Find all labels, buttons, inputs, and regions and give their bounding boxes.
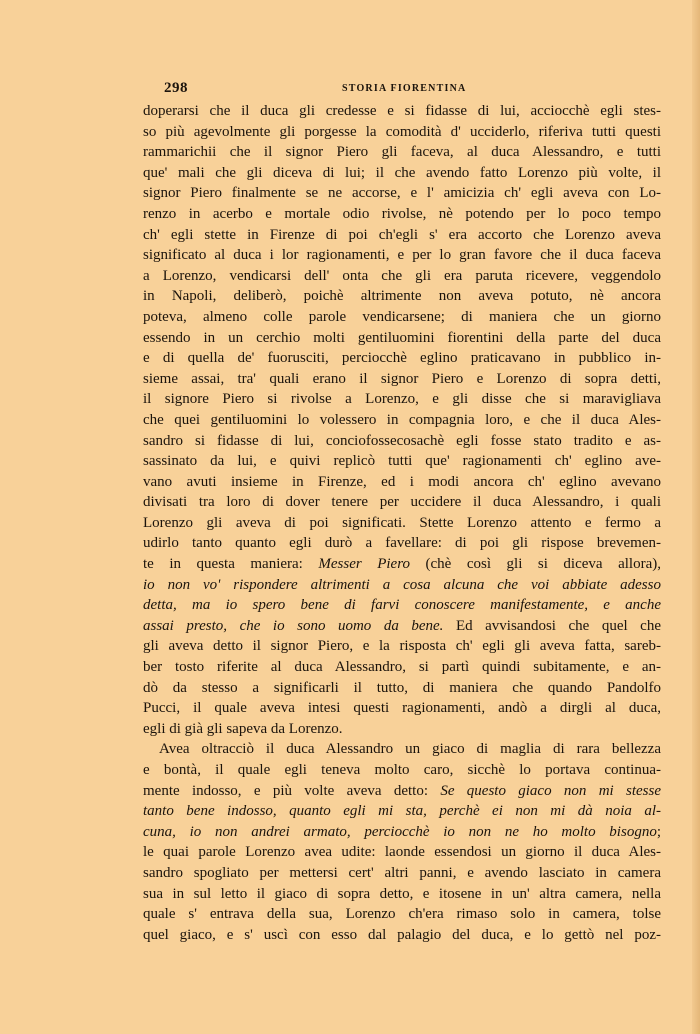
text-line: [143, 286, 661, 307]
text-line: [143, 595, 661, 616]
text-run: udirlo tanto quanto egli durò a favellare: di poi gli rispose brevemen-: [143, 535, 661, 552]
page-number: 298: [164, 80, 188, 96]
italic-text-run: detta, ma io spero bene di farvi conoscere manifestamente, e anche: [143, 597, 661, 614]
text-line: [143, 842, 661, 863]
text-run: sandro si fidasse di lui, conciofossecosachè egli fosse stato tradito e as-: [143, 432, 661, 449]
text-line: [143, 472, 661, 493]
text-run: dò da stesso a significarli il tutto, di maniera che quando Pandolfo: [143, 679, 661, 696]
text-line: [143, 904, 661, 925]
text-run: significato al duca i lor ragionamenti, e per lo gran favore che il duca faceva: [143, 247, 661, 264]
text-line: [143, 616, 661, 637]
text-line: [143, 451, 661, 472]
text-line: [143, 389, 661, 410]
text-run: a Lorenzo, vendicarsi dell' onta che gli era paruta ricevere, veggendolo: [143, 267, 661, 284]
text-line: [143, 245, 661, 266]
text-line: [143, 884, 661, 905]
text-run: divisati tra loro di dover tenere per uccidere il duca Alessandro, i quali: [143, 494, 661, 511]
text-run: Ed avvisandosi che quel che: [443, 617, 661, 634]
text-run: sandro spogliato per mettersi cert' altri panni, e avendo lasciato in camera: [143, 864, 661, 881]
text-line: [143, 369, 661, 390]
text-line: [143, 698, 661, 719]
text-line: [143, 636, 661, 657]
text-line: [143, 575, 661, 596]
text-run: que' mali che gli diceva di lui; il che avendo fatto Lorenzo più volte, il: [143, 164, 661, 181]
page-header: [164, 80, 660, 98]
italic-text-run: cuna, io non andrei armato, perciocchè io non ne ho molto bisogno: [143, 823, 657, 840]
text-line: [143, 142, 661, 163]
text-run: Pucci, il quale aveva intesi questi ragionamenti, andò a dirgli al duca,: [143, 700, 661, 717]
text-run: il signore Piero si rivolse a Lorenzo, e gli disse che si maravigliava: [143, 391, 661, 408]
text-run: egli di già gli sapeva da Lorenzo.: [143, 720, 343, 737]
text-line: [143, 163, 661, 184]
text-line: [143, 328, 661, 349]
text-line: [143, 863, 661, 884]
text-run: ;: [656, 823, 661, 840]
italic-text-run: io non vo' rispondere altrimenti a cosa alcuna che voi abbiate adesso: [143, 576, 661, 593]
text-run: rammarichii che il signor Piero gli faceva, al duca Alessandro, e tutti: [143, 144, 661, 161]
italic-text-run: assai presto, che io sono uomo da bene.: [143, 617, 444, 634]
text-run: renzo in acerbo e mortale odio rivolse, nè potendo per lo poco tempo: [143, 205, 661, 222]
text-run: sassinato da lui, e quivi replicò tutti que' ragionamenti ch' eglino ave-: [143, 453, 661, 470]
text-line: [143, 183, 661, 204]
text-run: te in questa maniera:: [143, 556, 319, 573]
text-run: in Napoli, deliberò, poichè altrimente non aveva potuto, nè ancora: [143, 288, 661, 305]
text-run: vano avuti insieme in Firenze, ed i modi ancora ch' eglino avevano: [143, 473, 661, 490]
text-run: mente indosso, e più volte aveva detto:: [143, 782, 441, 799]
text-run: gli aveva detto il signor Piero, e la risposta ch' egli gli aveva fatta, sareb-: [143, 638, 661, 655]
page-edge-shadow: [692, 0, 700, 1034]
text-run: essendo in un cerchio molti gentiluomini fiorentini della parte del duca: [143, 329, 661, 346]
text-run: quel giaco, e s' uscì con esso dal palagio del duca, e lo gettò nel poz-: [143, 926, 661, 943]
text-run: so più agevolmente gli porgesse la comodità d' ucciderlo, riferiva tutti questi: [143, 123, 661, 140]
italic-text-run: Se questo giaco non mi stesse: [440, 782, 661, 799]
body-text: [143, 101, 661, 945]
text-line: [143, 822, 661, 843]
text-run: Lorenzo gli aveva di poi significati. Stette Lorenzo attento e fermo a: [143, 514, 661, 531]
text-line: [143, 657, 661, 678]
text-line: [143, 678, 661, 699]
text-run: le quai parole Lorenzo avea udite: laonde essendosi un giorno il duca Ales-: [143, 844, 661, 861]
text-run: doperarsi che il duca gli credesse e si fidasse di lui, acciocchè egli stes-: [143, 103, 661, 119]
text-line: [143, 801, 661, 822]
text-line: [143, 204, 661, 225]
text-line: [143, 781, 661, 802]
running-title: STORIA FIORENTINA: [342, 83, 467, 94]
text-run: sua in sul letto il giaco di sopra detto, e itosene in un' altra camera, nella: [143, 885, 661, 902]
text-line: [143, 554, 661, 575]
text-run: che quei gentiluomini lo volessero in compagnia loro, e che il duca Ales-: [143, 411, 661, 428]
text-run: quale s' entrava della sua, Lorenzo ch'era rimaso solo in camera, tolse: [143, 906, 661, 923]
text-line: [143, 266, 661, 287]
text-run: poteva, almeno colle parole vendicarsene; di maniera che un giorno: [143, 308, 661, 325]
text-line: [143, 925, 661, 946]
text-line: [143, 348, 661, 369]
text-line: [143, 513, 661, 534]
text-run: Avea oltracciò il duca Alessandro un giaco di maglia di rara bellezza: [159, 741, 661, 758]
text-line: [143, 533, 661, 554]
text-line: [143, 225, 661, 246]
text-run: ber tosto riferite al duca Alessandro, si partì quindi subitamente, e an-: [143, 659, 661, 676]
text-run: ch' egli stette in Firenze di poi ch'egli s' era accorto che Lorenzo aveva: [143, 226, 661, 243]
text-line: [143, 122, 661, 143]
text-run: signor Piero finalmente se ne accorse, e l' amicizia ch' egli aveva con Lo-: [143, 185, 661, 202]
text-line: [143, 760, 661, 781]
italic-text-run: Messer Piero: [318, 556, 410, 573]
text-run: e bontà, il quale egli teneva molto caro, sicchè lo portava continua-: [143, 762, 661, 778]
text-line: [143, 431, 661, 452]
text-run: sieme assai, tra' quali erano il signor Piero e Lorenzo di sopra detti,: [143, 370, 661, 387]
text-run: (chè così gli si diceva allora),: [410, 556, 661, 573]
text-line: [143, 307, 661, 328]
text-run: e di quella de' fuorusciti, perciocchè eglino praticavano in pubblico in-: [143, 350, 661, 367]
text-line: [143, 492, 661, 513]
text-line: [143, 410, 661, 431]
text-line: [143, 101, 661, 122]
text-line: [143, 719, 661, 740]
text-line: [143, 739, 661, 760]
italic-text-run: tanto bene indosso, quanto egli mi sta, perchè ei non mi dà noia al-: [143, 803, 661, 820]
